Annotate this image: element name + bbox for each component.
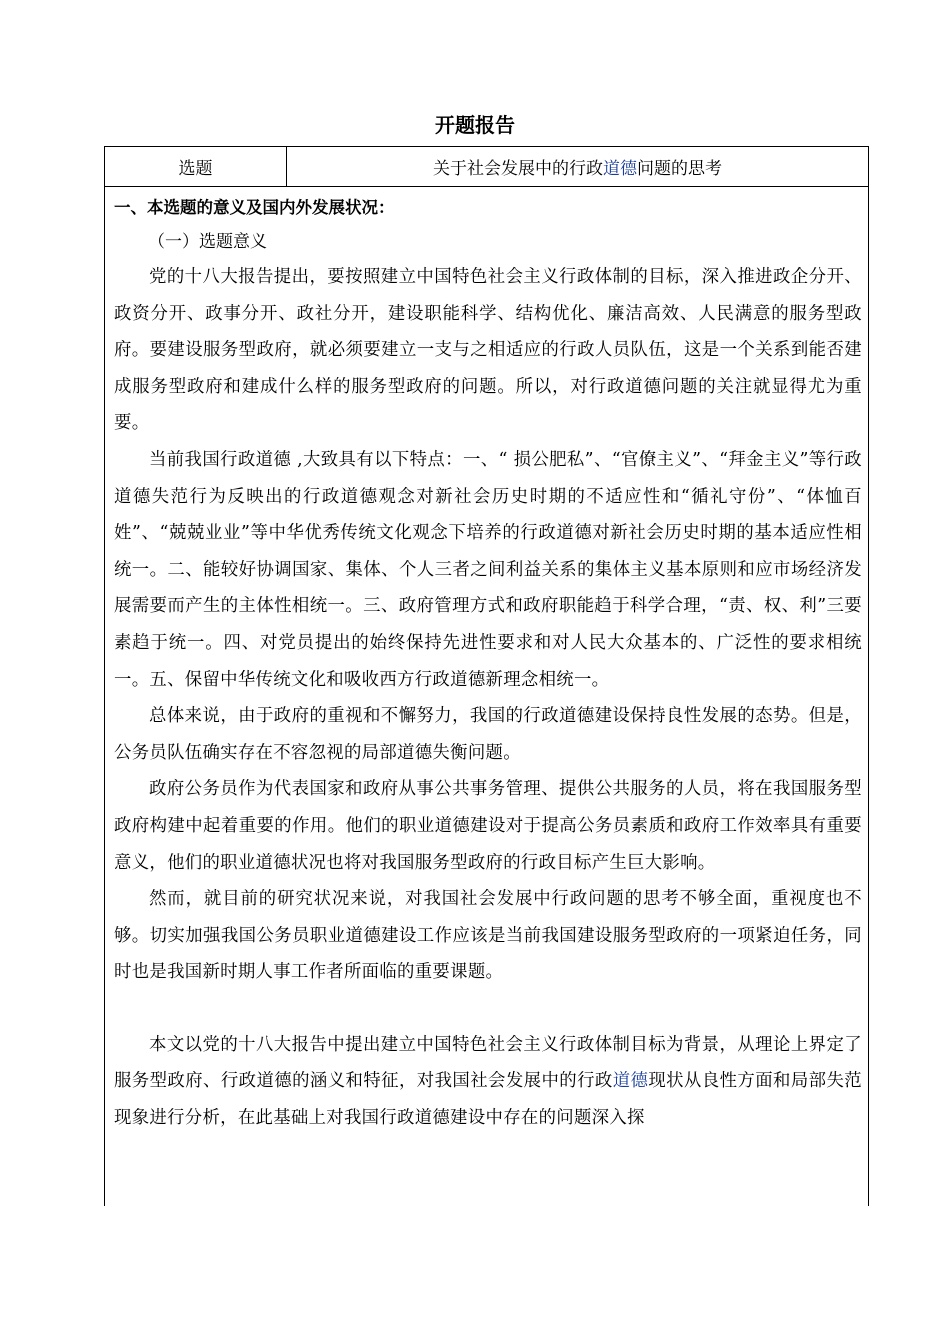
proposal-table <box>104 146 869 1206</box>
significance-section <box>114 191 862 1137</box>
paragraph-1: 党的十八大报告提出，要按照建立中国特色社会主义行政体制的目标，深入推进政企分开、政资分开、政事分开、政社分开，建设职能科学、结构优化、廉洁高效、人民满意的服务型政府。要建设服务型政府，就必须要建立一支与之相适应的行政人员队伍，这是一个关系到能否建成服务型政府和建成什么样的服务型政府的问题。所以，对行政道德问题的关注就显得尤为重要。 <box>114 267 862 434</box>
paragraph-6-after: 现状从良性方面和局部失范现象进行分析，在此基础上对我国行政道德建设中存在的问题深入探 <box>114 1071 862 1129</box>
paragraph-2: 当前我国行政道德 ,大致具有以下特点：一、“ 损公肥私”、“官僚主义”、“拜金主义”等行政道德失范行为反映出的行政道德观念对新社会历史时期的不适应性和“循礼守份”、“体恤百姓”、“兢兢业业”等中华优秀传统文化观念下培养的行政道德对新社会历史时期的基本适应性相统一。二、能较好协调国家、集体、个人三者之间利益关系的集体主义基本原则和应市场经济发展需要而产生的主体性相统一。三、政府管理方式和政府职能趋于科学合理，“责、权、利”三要素趋于统一。四、对党员提出的始终保持先进性要求和对人民大众基本的、广泛性的要求相统一。五、保留中华传统文化和吸收西方行政道德新理念相统一。 <box>114 449 862 690</box>
section-heading: 一、本选题的意义及国内外发展状况： <box>114 198 395 217</box>
paragraph-6-before: 本文以党的十八大报告中提出建立中国特色社会主义行政体制目标为背景，从理论上界定了服务型政府、行政道德的涵义和特征，对我国社会发展中的行政 <box>114 1034 862 1092</box>
topic-keyword-link[interactable]: 道德 <box>603 159 637 179</box>
topic-value-text-before: 关于社会发展中的行政 <box>433 159 603 179</box>
page-title: 开题报告 <box>435 113 515 137</box>
sub-heading: （一）选题意义 <box>148 232 267 252</box>
topic-value-text-after: 问题的思考 <box>637 159 722 179</box>
topic-label: 选题 <box>105 147 287 186</box>
paragraph-gap <box>114 991 862 1027</box>
topic-value <box>287 147 868 186</box>
topic-row <box>105 147 868 187</box>
paragraph-4: 政府公务员作为代表国家和政府从事公共事务管理、提供公共服务的人员，将在我国服务型政府构建中起着重要的作用。他们的职业道德建设对于提高公务员素质和政府工作效率具有重要意义，他们的职业道德状况也将对我国服务型政府的行政目标产生巨大影响。 <box>114 779 862 873</box>
paragraph-5: 然而，就目前的研究状况来说，对我国社会发展中行政问题的思考不够全面，重视度也不够。切实加强我国公务员职业道德建设工作应该是当前我国建设服务型政府的一项紧迫任务，同时也是我国新时期人事工作者所面临的重要课题。 <box>114 889 862 983</box>
paragraph-3: 总体来说，由于政府的重视和不懈努力，我国的行政道德建设保持良性发展的态势。但是，公务员队伍确实存在不容忽视的局部道德失衡问题。 <box>114 706 862 763</box>
paragraph-6 <box>114 1027 862 1137</box>
paragraph-keyword-link[interactable]: 道德 <box>612 1071 649 1092</box>
